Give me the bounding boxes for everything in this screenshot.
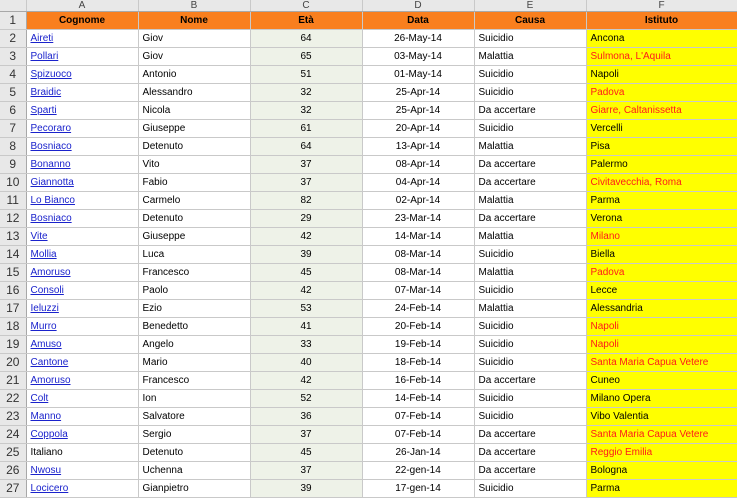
eta-cell[interactable]: 64: [250, 30, 362, 48]
causa-cell[interactable]: Suicidio: [474, 318, 586, 336]
eta-cell[interactable]: 51: [250, 66, 362, 84]
table-row: [0, 444, 737, 462]
cognome-cell[interactable]: [26, 48, 138, 66]
nome-cell[interactable]: Mario: [138, 354, 250, 372]
table-row: [0, 264, 737, 282]
data-cell[interactable]: 07-Feb-14: [362, 426, 474, 444]
causa-cell[interactable]: Malattia: [474, 300, 586, 318]
istituto-cell[interactable]: Pisa: [586, 138, 737, 156]
nome-cell[interactable]: Uchenna: [138, 462, 250, 480]
eta-cell[interactable]: 40: [250, 354, 362, 372]
nome-cell[interactable]: Alessandro: [138, 84, 250, 102]
causa-cell[interactable]: Suicidio: [474, 120, 586, 138]
row-number[interactable]: 24: [0, 426, 26, 444]
cognome-cell[interactable]: [26, 444, 138, 462]
causa-cell[interactable]: Da accertare: [474, 102, 586, 120]
data-cell[interactable]: 19-Feb-14: [362, 336, 474, 354]
nome-cell[interactable]: Antonio: [138, 66, 250, 84]
table-row: [0, 174, 737, 192]
column-header-c[interactable]: C: [250, 0, 362, 12]
cognome-link[interactable]: Mollia: [30, 249, 57, 260]
istituto-cell[interactable]: Napoli: [586, 318, 737, 336]
cognome-link[interactable]: Cantone: [30, 357, 69, 368]
data-cell[interactable]: 16-Feb-14: [362, 372, 474, 390]
select-all-corner[interactable]: [0, 0, 26, 12]
table-row: [0, 84, 737, 102]
cognome-cell[interactable]: [26, 318, 138, 336]
eta-cell[interactable]: 32: [250, 84, 362, 102]
table-row: [0, 354, 737, 372]
cognome-cell[interactable]: [26, 336, 138, 354]
eta-cell[interactable]: 39: [250, 246, 362, 264]
istituto-cell[interactable]: Napoli: [586, 336, 737, 354]
cognome-cell[interactable]: [26, 390, 138, 408]
data-cell[interactable]: 20-Feb-14: [362, 318, 474, 336]
nome-cell[interactable]: Detenuto: [138, 138, 250, 156]
row-number[interactable]: 5: [0, 84, 26, 102]
row-number[interactable]: 10: [0, 174, 26, 192]
cognome-link[interactable]: Ieluzzi: [30, 303, 59, 314]
cognome-cell[interactable]: [26, 174, 138, 192]
data-cell[interactable]: 14-Feb-14: [362, 390, 474, 408]
data-cell[interactable]: 01-May-14: [362, 66, 474, 84]
row-number[interactable]: 21: [0, 372, 26, 390]
data-cell[interactable]: 17-gen-14: [362, 480, 474, 498]
causa-cell[interactable]: Suicidio: [474, 84, 586, 102]
nome-cell[interactable]: Benedetto: [138, 318, 250, 336]
cognome-link[interactable]: Spizuoco: [30, 69, 72, 80]
cognome-link[interactable]: Manno: [30, 411, 62, 422]
table-row: [0, 102, 737, 120]
cognome-link[interactable]: Giannotta: [30, 177, 74, 188]
column-header-a[interactable]: A: [26, 0, 138, 12]
table-row: [0, 48, 737, 66]
cognome-link[interactable]: Murro: [30, 321, 57, 332]
eta-cell[interactable]: 37: [250, 174, 362, 192]
istituto-cell[interactable]: Napoli: [586, 66, 737, 84]
cognome-link[interactable]: Bosniaco: [30, 141, 72, 152]
nome-cell[interactable]: Paolo: [138, 282, 250, 300]
data-cell[interactable]: 25-Apr-14: [362, 102, 474, 120]
nome-cell[interactable]: Carmelo: [138, 192, 250, 210]
row-number[interactable]: 8: [0, 138, 26, 156]
cognome-cell[interactable]: [26, 102, 138, 120]
cognome-link[interactable]: Coppola: [30, 429, 68, 440]
causa-cell[interactable]: Suicidio: [474, 66, 586, 84]
data-cell[interactable]: 07-Feb-14: [362, 408, 474, 426]
cognome-link[interactable]: Braidic: [30, 87, 62, 98]
row-number[interactable]: 3: [0, 48, 26, 66]
istituto-cell[interactable]: Padova: [586, 264, 737, 282]
eta-cell[interactable]: 36: [250, 408, 362, 426]
row-number[interactable]: 18: [0, 318, 26, 336]
data-cell[interactable]: 20-Apr-14: [362, 120, 474, 138]
nome-cell[interactable]: Fabio: [138, 174, 250, 192]
causa-cell[interactable]: Suicidio: [474, 246, 586, 264]
istituto-cell[interactable]: Sulmona, L'Aquila: [586, 48, 737, 66]
table-row: [0, 246, 737, 264]
row-number[interactable]: 26: [0, 462, 26, 480]
data-cell[interactable]: 13-Apr-14: [362, 138, 474, 156]
nome-cell[interactable]: Gianpietro: [138, 480, 250, 498]
header-causa-cell[interactable]: Causa: [474, 12, 586, 30]
eta-cell[interactable]: 41: [250, 318, 362, 336]
row-number[interactable]: 9: [0, 156, 26, 174]
causa-cell[interactable]: Malattia: [474, 138, 586, 156]
istituto-cell[interactable]: Santa Maria Capua Vetere: [586, 354, 737, 372]
eta-cell[interactable]: 29: [250, 210, 362, 228]
row-number[interactable]: 23: [0, 408, 26, 426]
istituto-cell[interactable]: Civitavecchia, Roma: [586, 174, 737, 192]
causa-cell[interactable]: Malattia: [474, 192, 586, 210]
eta-cell[interactable]: 39: [250, 480, 362, 498]
cognome-link[interactable]: Colt: [30, 393, 49, 404]
table-row: [0, 66, 737, 84]
nome-cell[interactable]: Giov: [138, 30, 250, 48]
istituto-cell[interactable]: Vercelli: [586, 120, 737, 138]
cognome-cell[interactable]: [26, 372, 138, 390]
causa-cell[interactable]: Suicidio: [474, 354, 586, 372]
row-number[interactable]: 14: [0, 246, 26, 264]
data-cell[interactable]: 22-gen-14: [362, 462, 474, 480]
table-row: [0, 372, 737, 390]
column-header-row: [0, 0, 737, 12]
cognome-text: Italiano: [30, 447, 63, 458]
eta-cell[interactable]: 32: [250, 102, 362, 120]
row-number[interactable]: 22: [0, 390, 26, 408]
cognome-cell[interactable]: [26, 282, 138, 300]
column-header-f[interactable]: F: [586, 0, 737, 12]
eta-cell[interactable]: 42: [250, 282, 362, 300]
causa-cell[interactable]: Da accertare: [474, 444, 586, 462]
cognome-link[interactable]: Amoruso: [30, 375, 71, 386]
nome-cell[interactable]: Vito: [138, 156, 250, 174]
cognome-link[interactable]: Aireti: [30, 33, 54, 44]
row-number[interactable]: 2: [0, 30, 26, 48]
table-row: [0, 408, 737, 426]
nome-cell[interactable]: Giov: [138, 48, 250, 66]
istituto-cell[interactable]: Reggio Emilia: [586, 444, 737, 462]
header-nome-cell[interactable]: Nome: [138, 12, 250, 30]
data-cell[interactable]: 26-Jan-14: [362, 444, 474, 462]
nome-cell[interactable]: Luca: [138, 246, 250, 264]
eta-cell[interactable]: 61: [250, 120, 362, 138]
table-row: [0, 336, 737, 354]
data-cell[interactable]: 14-Mar-14: [362, 228, 474, 246]
nome-cell[interactable]: Giuseppe: [138, 228, 250, 246]
row-number[interactable]: 27: [0, 480, 26, 498]
cognome-cell[interactable]: [26, 66, 138, 84]
column-header-e[interactable]: E: [474, 0, 586, 12]
table-row: [0, 228, 737, 246]
causa-cell[interactable]: Malattia: [474, 264, 586, 282]
eta-cell[interactable]: 33: [250, 336, 362, 354]
causa-cell[interactable]: Malattia: [474, 228, 586, 246]
eta-cell[interactable]: 65: [250, 48, 362, 66]
istituto-cell[interactable]: Verona: [586, 210, 737, 228]
row-number[interactable]: 1: [0, 12, 26, 30]
causa-cell[interactable]: Da accertare: [474, 210, 586, 228]
row-number[interactable]: 25: [0, 444, 26, 462]
data-cell[interactable]: 08-Apr-14: [362, 156, 474, 174]
cognome-cell[interactable]: [26, 210, 138, 228]
causa-cell[interactable]: Da accertare: [474, 462, 586, 480]
table-row: [0, 300, 737, 318]
cognome-cell[interactable]: [26, 192, 138, 210]
causa-cell[interactable]: Suicidio: [474, 336, 586, 354]
row-number[interactable]: 15: [0, 264, 26, 282]
nome-cell[interactable]: Sergio: [138, 426, 250, 444]
causa-cell[interactable]: Suicidio: [474, 282, 586, 300]
istituto-cell[interactable]: Parma: [586, 480, 737, 498]
row-number[interactable]: 20: [0, 354, 26, 372]
table-row: [0, 318, 737, 336]
table-row: [0, 282, 737, 300]
table-row: [0, 462, 737, 480]
cognome-cell[interactable]: [26, 120, 138, 138]
cognome-cell[interactable]: [26, 264, 138, 282]
causa-cell[interactable]: Suicidio: [474, 30, 586, 48]
data-cell[interactable]: 25-Apr-14: [362, 84, 474, 102]
table-row: [0, 210, 737, 228]
cognome-link[interactable]: Bonanno: [30, 159, 71, 170]
nome-cell[interactable]: Francesco: [138, 372, 250, 390]
cognome-cell[interactable]: [26, 84, 138, 102]
row-number[interactable]: 13: [0, 228, 26, 246]
eta-cell[interactable]: 45: [250, 264, 362, 282]
row-number[interactable]: 4: [0, 66, 26, 84]
data-cell[interactable]: 23-Mar-14: [362, 210, 474, 228]
row-number[interactable]: 12: [0, 210, 26, 228]
cognome-link[interactable]: Pollari: [30, 51, 59, 62]
nome-cell[interactable]: Ion: [138, 390, 250, 408]
eta-cell[interactable]: 82: [250, 192, 362, 210]
eta-cell[interactable]: 37: [250, 156, 362, 174]
cognome-link[interactable]: Pecoraro: [30, 123, 72, 134]
table-row: [0, 138, 737, 156]
causa-cell[interactable]: Suicidio: [474, 480, 586, 498]
causa-cell[interactable]: Suicidio: [474, 408, 586, 426]
data-cell[interactable]: 08-Mar-14: [362, 264, 474, 282]
eta-cell[interactable]: 42: [250, 372, 362, 390]
table-row: [0, 192, 737, 210]
table-row: [0, 480, 737, 498]
istituto-cell[interactable]: Ancona: [586, 30, 737, 48]
eta-cell[interactable]: 37: [250, 462, 362, 480]
cognome-cell[interactable]: [26, 426, 138, 444]
cognome-link[interactable]: Nwosu: [30, 465, 62, 476]
data-cell[interactable]: 07-Mar-14: [362, 282, 474, 300]
cognome-cell[interactable]: [26, 408, 138, 426]
nome-cell[interactable]: Salvatore: [138, 408, 250, 426]
cognome-cell[interactable]: [26, 354, 138, 372]
causa-cell[interactable]: Malattia: [474, 48, 586, 66]
cognome-cell[interactable]: [26, 156, 138, 174]
nome-cell[interactable]: Francesco: [138, 264, 250, 282]
data-cell[interactable]: 24-Feb-14: [362, 300, 474, 318]
header-istituto-cell[interactable]: Istituto: [586, 12, 737, 30]
istituto-cell[interactable]: Santa Maria Capua Vetere: [586, 426, 737, 444]
eta-cell[interactable]: 53: [250, 300, 362, 318]
causa-cell[interactable]: Da accertare: [474, 174, 586, 192]
causa-cell[interactable]: Da accertare: [474, 372, 586, 390]
header-cognome-cell[interactable]: Cognome: [26, 12, 138, 30]
column-header-b[interactable]: B: [138, 0, 250, 12]
eta-cell[interactable]: 37: [250, 426, 362, 444]
istituto-cell[interactable]: Parma: [586, 192, 737, 210]
cognome-cell[interactable]: [26, 228, 138, 246]
table-row: [0, 30, 737, 48]
table-row: [0, 426, 737, 444]
table-row: [0, 390, 737, 408]
eta-cell[interactable]: 45: [250, 444, 362, 462]
istituto-cell[interactable]: Alessandria: [586, 300, 737, 318]
nome-cell[interactable]: Giuseppe: [138, 120, 250, 138]
cognome-link[interactable]: Sparti: [30, 105, 57, 116]
cognome-cell[interactable]: [26, 138, 138, 156]
table-header-row: [0, 12, 737, 30]
nome-cell[interactable]: Nicola: [138, 102, 250, 120]
cognome-link[interactable]: Lo Bianco: [30, 195, 75, 206]
istituto-cell[interactable]: Lecce: [586, 282, 737, 300]
istituto-cell[interactable]: Bologna: [586, 462, 737, 480]
cognome-link[interactable]: Consoli: [30, 285, 64, 296]
header-eta-cell[interactable]: Età: [250, 12, 362, 30]
data-cell[interactable]: 03-May-14: [362, 48, 474, 66]
nome-cell[interactable]: Angelo: [138, 336, 250, 354]
data-cell[interactable]: 18-Feb-14: [362, 354, 474, 372]
eta-cell[interactable]: 64: [250, 138, 362, 156]
cognome-cell[interactable]: [26, 462, 138, 480]
eta-cell[interactable]: 52: [250, 390, 362, 408]
column-header-d[interactable]: D: [362, 0, 474, 12]
table-row: [0, 156, 737, 174]
istituto-cell[interactable]: Giarre, Caltanissetta: [586, 102, 737, 120]
eta-cell[interactable]: 42: [250, 228, 362, 246]
row-number[interactable]: 11: [0, 192, 26, 210]
istituto-cell[interactable]: Cuneo: [586, 372, 737, 390]
istituto-cell[interactable]: Padova: [586, 84, 737, 102]
cognome-cell[interactable]: [26, 30, 138, 48]
row-number[interactable]: 7: [0, 120, 26, 138]
data-cell[interactable]: 04-Apr-14: [362, 174, 474, 192]
data-cell[interactable]: 26-May-14: [362, 30, 474, 48]
nome-cell[interactable]: Detenuto: [138, 444, 250, 462]
row-number[interactable]: 17: [0, 300, 26, 318]
causa-cell[interactable]: Da accertare: [474, 156, 586, 174]
row-number[interactable]: 19: [0, 336, 26, 354]
cognome-link[interactable]: Locicero: [30, 483, 69, 494]
cognome-cell[interactable]: [26, 246, 138, 264]
cognome-link[interactable]: Amuso: [30, 339, 62, 350]
cognome-link[interactable]: Bosniaco: [30, 213, 72, 224]
causa-cell[interactable]: Suicidio: [474, 390, 586, 408]
istituto-cell[interactable]: Vibo Valentia: [586, 408, 737, 426]
data-cell[interactable]: 02-Apr-14: [362, 192, 474, 210]
header-data-cell[interactable]: Data: [362, 12, 474, 30]
row-number[interactable]: 16: [0, 282, 26, 300]
cognome-link[interactable]: Vite: [30, 231, 48, 242]
table-row: [0, 120, 737, 138]
cognome-cell[interactable]: [26, 300, 138, 318]
istituto-cell[interactable]: Milano Opera: [586, 390, 737, 408]
istituto-cell[interactable]: Palermo: [586, 156, 737, 174]
data-cell[interactable]: 08-Mar-14: [362, 246, 474, 264]
row-number[interactable]: 6: [0, 102, 26, 120]
cognome-link[interactable]: Amoruso: [30, 267, 71, 278]
nome-cell[interactable]: Ezio: [138, 300, 250, 318]
nome-cell[interactable]: Detenuto: [138, 210, 250, 228]
causa-cell[interactable]: Da accertare: [474, 426, 586, 444]
istituto-cell[interactable]: Biella: [586, 246, 737, 264]
istituto-cell[interactable]: Milano: [586, 228, 737, 246]
cognome-cell[interactable]: [26, 480, 138, 498]
